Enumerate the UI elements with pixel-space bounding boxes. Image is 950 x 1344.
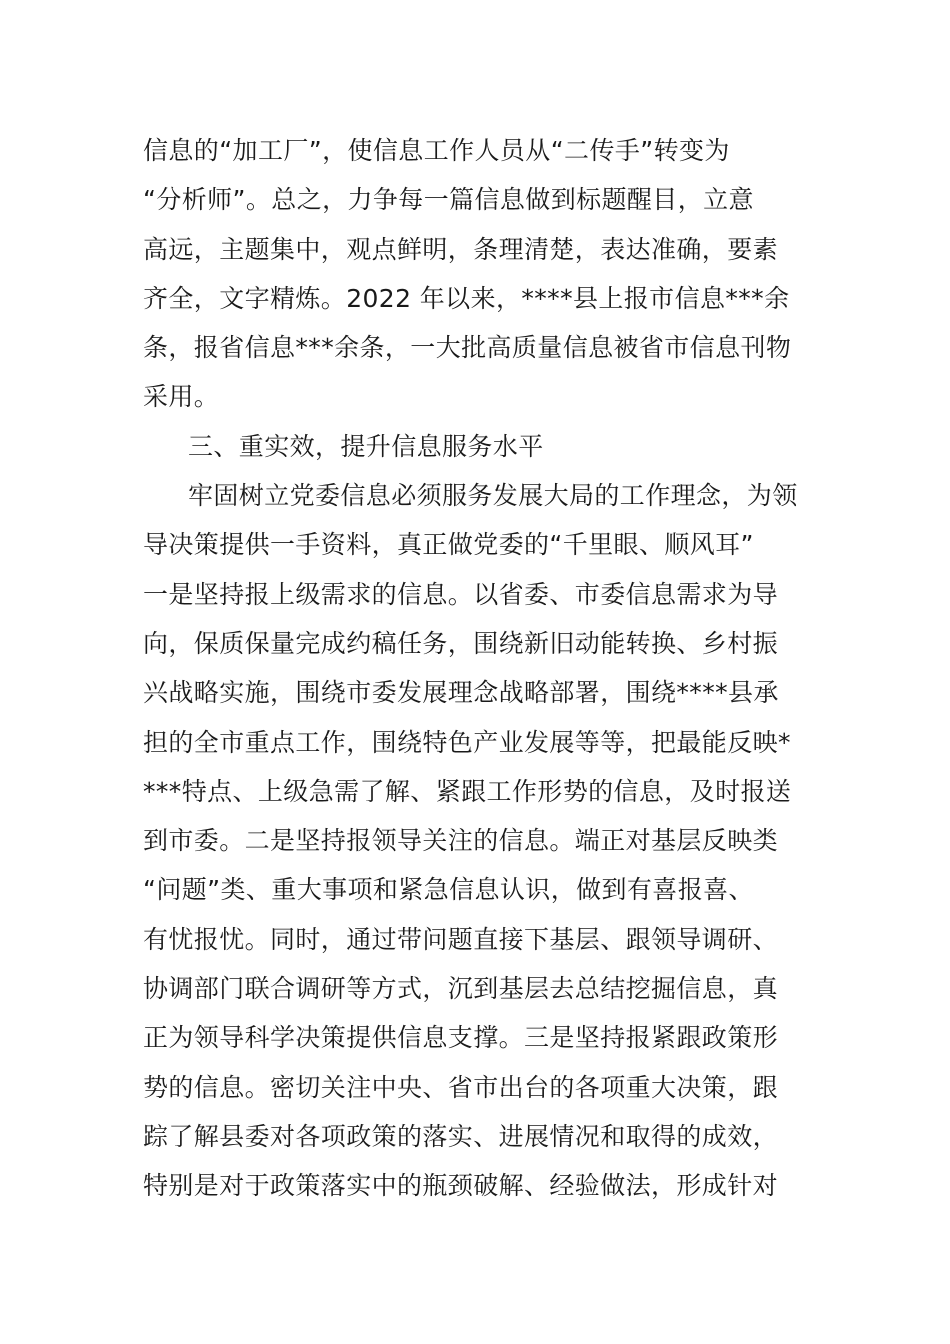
text-line: ***特点、上级急需了解、紧跟工作形势的信息，及时报送 xyxy=(143,776,792,806)
paragraph-start-line: 牢固树立党委信息必须服务发展大局的工作理念，为领 xyxy=(188,481,798,511)
text-line: 到市委。二是坚持报领导关注的信息。端正对基层反映类 xyxy=(143,826,779,856)
text-line: 有忧报忧。同时，通过带问题直接下基层、跟领导调研、 xyxy=(143,924,779,954)
text-line: 协调部门联合调研等方式，沉到基层去总结挖掘信息，真 xyxy=(143,974,779,1004)
text-line: 信息的“加工厂”，使信息工作人员从“二传手”转变为 xyxy=(143,136,730,165)
text-line: 向，保质保量完成约稿任务，围绕新旧动能转换、乡村振 xyxy=(143,628,779,658)
text-line: 特别是对于政策落实中的瓶颈破解、经验做法，形成针对 xyxy=(143,1171,779,1201)
text-line: 高远，主题集中，观点鲜明，条理清楚，表达准确，要素 xyxy=(143,234,779,264)
text-line: “分析师”。总之，力争每一篇信息做到标题醒目，立意 xyxy=(143,185,754,215)
text-line: 导决策提供一手资料，真正做党委的“千里眼、顺风耳” xyxy=(143,530,754,560)
text-line: 采用。 xyxy=(143,382,220,412)
text-line: 踪了解县委对各项政策的落实、进展情况和取得的成效， xyxy=(143,1121,779,1151)
text-line: 兴战略实施，围绕市委发展理念战略部署，围绕****县承 xyxy=(143,678,779,708)
text-line: 担的全市重点工作，围绕特色产业发展等等，把最能反映* xyxy=(143,727,791,757)
document-body xyxy=(143,126,813,1211)
text-line: 齐全，文字精炼。2022 年以来，****县上报市信息***余 xyxy=(143,283,790,313)
section-heading: 三、重实效，提升信息服务水平 xyxy=(188,431,544,461)
text-line: 一是坚持报上级需求的信息。以省委、市委信息需求为导 xyxy=(143,579,779,609)
text-line: “问题”类、重大事项和紧急信息认识，做到有喜报喜、 xyxy=(143,875,754,905)
text-line: 正为领导科学决策提供信息支撑。三是坚持报紧跟政策形 xyxy=(143,1023,779,1053)
text-line: 势的信息。密切关注中央、省市出台的各项重大决策，跟 xyxy=(143,1072,779,1102)
text-line: 条，报省信息***余条，一大批高质量信息被省市信息刊物 xyxy=(143,333,792,363)
